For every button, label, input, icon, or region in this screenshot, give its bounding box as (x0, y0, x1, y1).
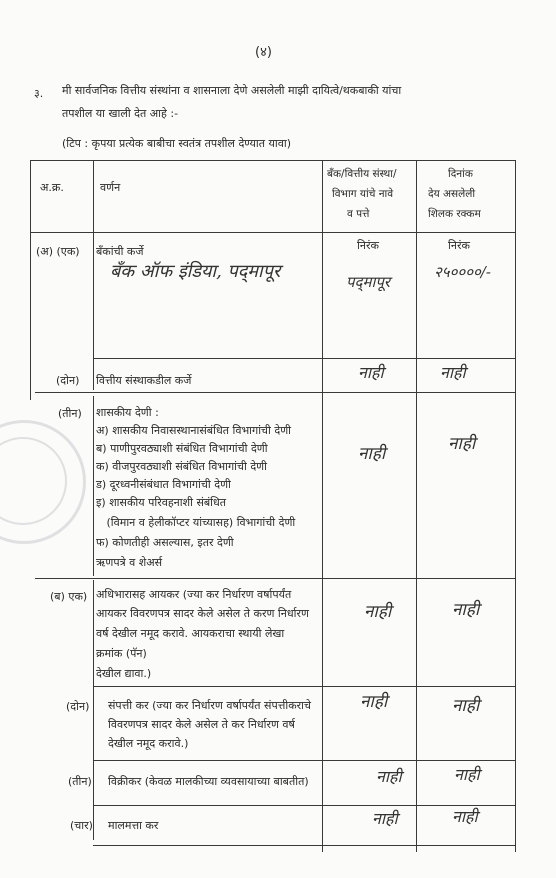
row-b2-number: (दोन) (66, 700, 90, 713)
row-sep-b2 (93, 760, 516, 761)
header-bank-l1: बँक/वित्तीय संस्था/ (327, 168, 397, 180)
row-b3-number: (तीन) (68, 775, 92, 788)
row-b4-col3-handwritten: नाही (372, 809, 398, 828)
row-a1-col4-printed: निरंक (448, 239, 470, 252)
row-sep-a1 (93, 358, 516, 359)
row-a3-col4-handwritten: नाही (448, 434, 476, 454)
row-a3-line-2: ब) पाणीपुरवठ्याशी संबंधित विभागांची देणी (96, 442, 268, 455)
col-divider-3 (416, 160, 417, 852)
row-b2-col3-handwritten: नाही (360, 692, 388, 712)
item-number: ३. (34, 87, 44, 100)
row-b1-line-0: अधिभारासह आयकर (ज्या कर निर्धारण वर्षापर्यंत (96, 588, 292, 601)
intro-line-2: तपशील या खाली देत आहे :- (62, 107, 179, 120)
row-b2-line-1: विवरणपत्र सादर केले असेल ते कर निर्धारण वर्ष (108, 718, 295, 731)
header-description: वर्णन (100, 181, 121, 194)
row-b3-description: विक्रीकर (केवळ मालकीच्या व्यवसायाच्या बाबतीत) (108, 775, 309, 788)
col-divider-1 (93, 160, 94, 390)
row-b1-line-4: देखील द्यावा.) (96, 667, 152, 680)
intro-line-1: मी सार्वजनिक वित्तीय संस्थांना व शासनाला देणे असलेली माझी दायित्वे/थकबाकी यांचा (62, 84, 402, 97)
header-bank-l3: व पत्ते (347, 208, 370, 220)
table-right-border (515, 160, 516, 852)
col-divider-1b (93, 396, 94, 576)
row-sep-b4 (93, 845, 516, 846)
header-date-l1: दिनांक (448, 168, 473, 180)
row-b3-col4-handwritten: नाही (454, 765, 480, 784)
row-b1-line-3: क्रमांक (पॅन) (96, 647, 147, 660)
header-bank-l2: विभाग यांचे नावे (332, 188, 394, 200)
page-number: (४) (255, 45, 272, 60)
row-a3-line-1: अ) शासकीय निवासस्थानासंबंधित विभागांची देणी (96, 424, 292, 437)
row-b4-col4-handwritten: नाही (452, 807, 478, 826)
row-b1-col4-handwritten: नाही (452, 600, 480, 620)
row-b1-line-2: वर्ष देखील नमूद करावे. आयकराचा स्थायी लेखा (96, 627, 285, 640)
row-a2-description: वित्तीय संस्थाकडील कर्जे (96, 374, 192, 387)
row-a3-line-8: ऋणपत्रे व शेअर्स (96, 556, 163, 569)
row-a2-number: (दोन) (56, 374, 80, 387)
official-seal-stamp (0, 420, 86, 544)
row-a1-description: बँकांची कर्जे (96, 245, 144, 258)
row-a3-line-6: (विमान व हेलीकॉप्टर यांच्यासह) विभागांची देणी (96, 516, 296, 529)
note-text: (टिप : कृपया प्रत्येक बाबीचा स्वतंत्र तपशील देण्यात यावा) (62, 137, 291, 150)
table-left-border-top (30, 160, 31, 400)
row-b2-col4-handwritten: नाही (452, 696, 480, 716)
seal-inner-ring (0, 437, 67, 525)
row-a3-line-4: ड) दूरध्वनीसंबंधात विभागांची देणी (96, 478, 231, 491)
row-sep-a2 (35, 392, 516, 393)
row-b4-number: (चार) (70, 819, 93, 832)
row-b1-col3-handwritten: नाही (364, 602, 392, 622)
header-date-l3: शिलक रक्कम (428, 208, 481, 220)
row-a2-col4-handwritten: नाही (440, 363, 466, 382)
row-a1-col4-handwritten: २५००००/- (434, 263, 491, 281)
header-bottom-border (30, 232, 516, 233)
table-top-border (30, 160, 516, 161)
row-b2-line-2: देखील नमूद करावे.) (108, 737, 189, 750)
row-sep-b3 (93, 805, 516, 806)
header-serial: अ.क्र. (40, 181, 64, 194)
row-b4-description: मालमत्ता कर (108, 819, 159, 832)
row-b1-number: (ब) एक) (50, 590, 88, 603)
col-divider-2 (322, 160, 323, 852)
header-date-l2: देय असलेली (428, 188, 476, 200)
row-a1-number: (अ) (एक) (36, 245, 80, 258)
row-sep-b1 (93, 686, 516, 687)
row-a3-line-0: शासकीय देणी : (96, 406, 159, 419)
row-sep-a3 (35, 578, 516, 579)
col-divider-1c (93, 580, 94, 840)
row-a3-line-3: क) वीजपुरवठ्याशी संबंधित विभागांची देणी (96, 460, 267, 473)
row-a1-col3-handwritten: पद्‌मापूर (346, 273, 390, 291)
row-a3-col3-handwritten: नाही (358, 444, 386, 464)
row-a2-col3-handwritten: नाही (358, 363, 384, 382)
row-b2-line-0: संपत्ती कर (ज्या कर निर्धारण वर्षापर्यंत संपत्तीकराचे (108, 699, 311, 712)
row-a3-line-7: फ) कोणतीही असल्यास, इतर देणी (96, 536, 234, 549)
row-a3-number: (तीन) (58, 407, 82, 420)
row-a1-handwritten-bank: बँक ऑफ इंडिया, पद्‌मापूर (110, 261, 281, 282)
row-a1-col3-printed: निरंक (357, 239, 379, 252)
row-a3-line-5: इ) शासकीय परिवहनाशी संबंधित (96, 496, 227, 509)
row-b1-line-1: आयकर विवरणपत्र सादर केले असेल ते करण निर्धारण (96, 607, 309, 620)
row-b3-col3-handwritten: नाही (376, 767, 402, 786)
